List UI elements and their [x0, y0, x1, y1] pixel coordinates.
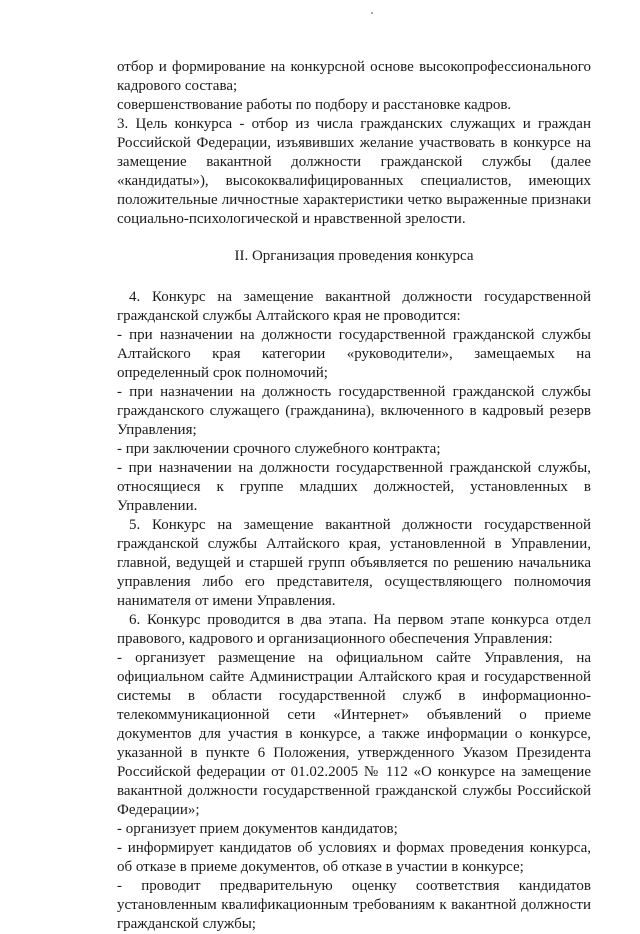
paragraph-goal-selection: отбор и формирование на конкурсной основе высокопрофессионального кадрового состава;: [117, 59, 591, 94]
list-item-6-3: - информирует кандидатов об условиях и формах проведения конкурса, об отказе в приеме документов, об отказе в участии в конкурсе;: [117, 840, 591, 875]
paragraph-6: 6. Конкурс проводится в два этапа. На первом этапе конкурса отдел правового, кадрового и организационного обеспечения Управления:: [117, 612, 591, 647]
list-item-6-2: - организует прием документов кандидатов;: [117, 821, 398, 837]
paragraph-goal-improvement: совершенствование работы по подбору и расстановке кадров.: [117, 97, 512, 113]
paragraph-4: 4. Конкурс на замещение вакантной должности государственной гражданской службы Алтайского края не проводится:: [117, 289, 591, 324]
list-item-6-4: - проводит предварительную оценку соответствия кандидатов установленным квалификационным требованиям к вакантной должности гражданской службы;: [117, 878, 591, 932]
list-item-6-1: - организует размещение на официальном сайте Управления, на официальном сайте Администрации Алтайского края и государственной системы в области государственной служб в информационно-телекоммуникационной сети «Интернет» объявлений о приеме документов для участия в конкурсе, а также информации о конкурсе, указанной в пункте 6 Положения, утвержденного Указом Президента Российской федерации от 01.02.2005 № 112 «О конкурсе на замещение вакантной должности государственной гражданской службы Российской Федерации»;: [117, 650, 591, 818]
list-item-4-1: - при назначении на должности государственной гражданской службы Алтайского края категории «руководители», замещаемых на определенный срок полномочий;: [117, 327, 591, 381]
list-item-4-4: - при назначении на должности государственной гражданской службы, относящиеся к группе младших должностей, установленных в Управлении.: [117, 460, 591, 514]
document-page: [117, 58, 591, 934]
list-item-4-3: - при заключении срочного служебного контракта;: [117, 441, 441, 457]
paragraph-3: 3. Цель конкурса - отбор из числа гражданских служащих и граждан Российской Федерации, изъявивших желание участвовать в конкурсе на замещение вакантной должности гражданской службы (далее «кандидаты»), высококвалифицированных специалистов, имеющих положительные личностные характеристики четко выраженные признаки социально-психологической и нравственной зрелости.: [117, 116, 591, 227]
scan-dot: [371, 12, 373, 14]
section-heading: II. Организация проведения конкурса: [234, 248, 474, 264]
list-item-4-2: - при назначении на должность государственной гражданской службы гражданского служащего (гражданина), включенного в кадровый резерв Управления;: [117, 384, 591, 438]
paragraph-5: 5. Конкурс на замещение вакантной должности государственной гражданской службы Алтайского края, установленной в Управлении, главной, ведущей и старшей групп объявляется по решению начальника управления либо его представителя, осуществляющего полномочия нанимателя от имени Управления.: [117, 517, 591, 609]
